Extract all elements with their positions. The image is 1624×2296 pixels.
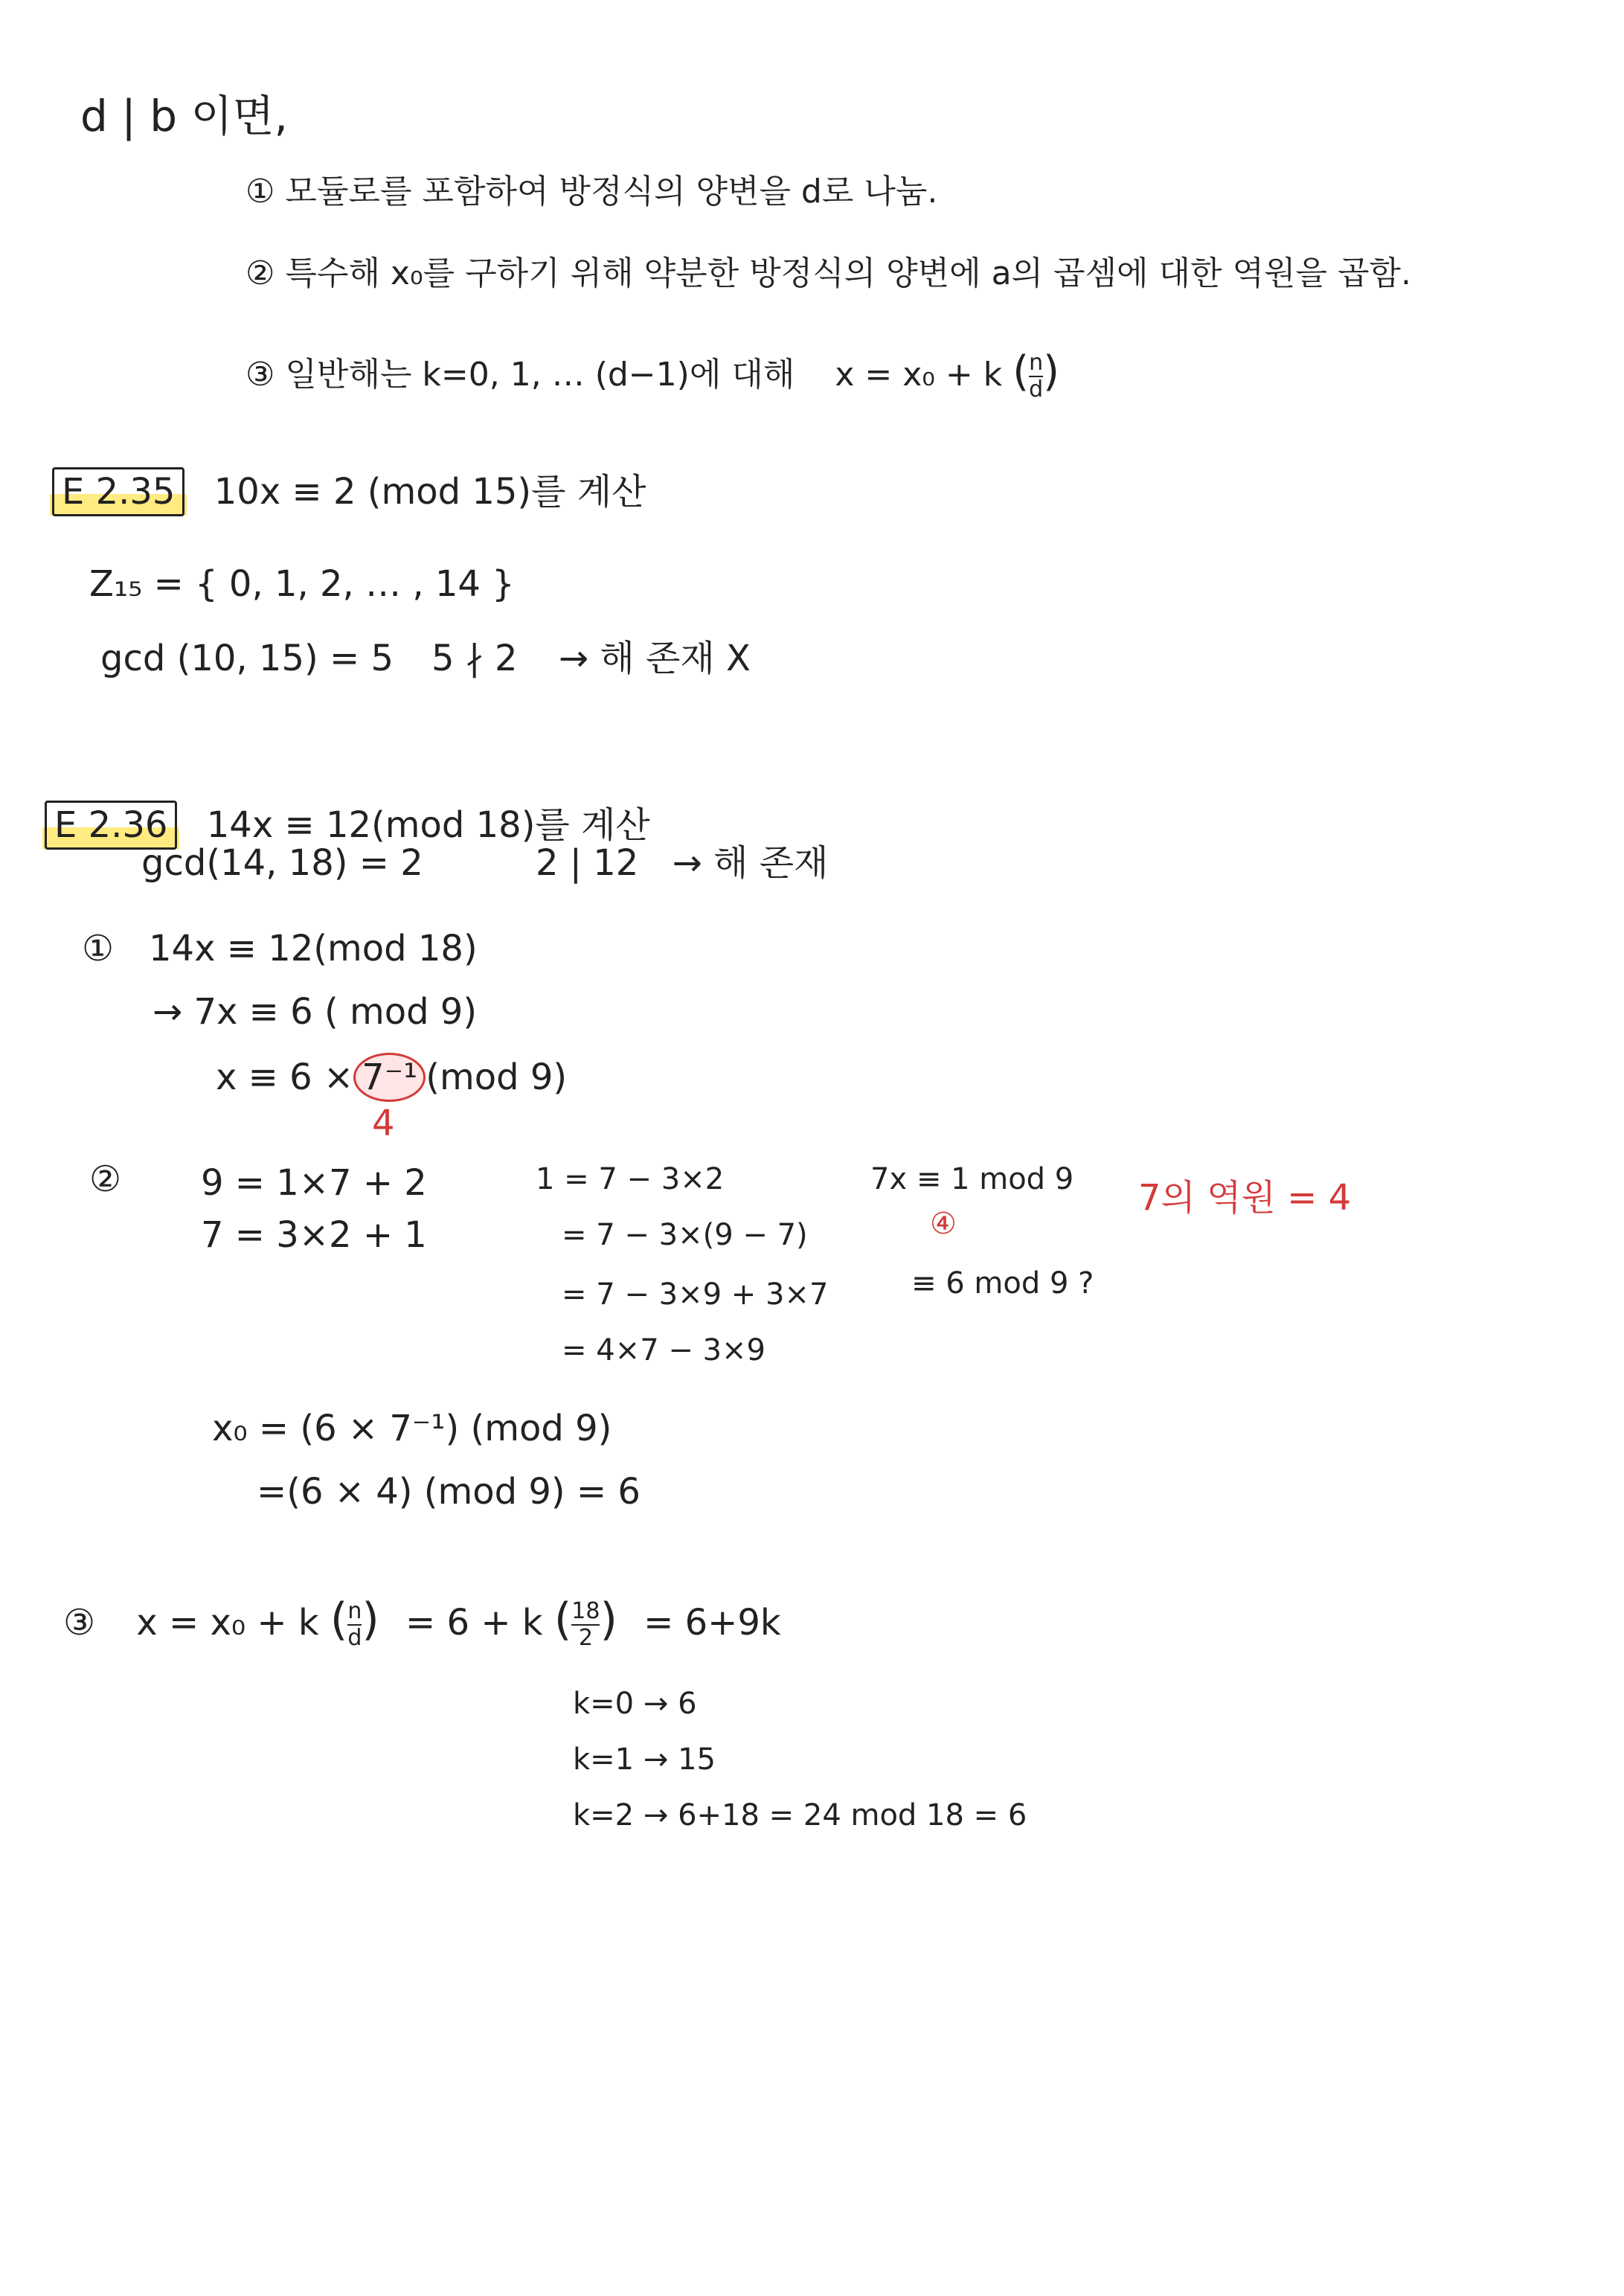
intro-step-2: ② 특수해 x₀를 구하기 위해 약분한 방정식의 양변에 a의 곱셈에 대한 역원을 곱함.	[245, 254, 1412, 292]
e236-step1-line2: → 7x ≡ 6 ( mod 9)	[153, 991, 478, 1033]
e236-result: → 해 존재	[672, 842, 829, 884]
step3-fraction-1	[347, 1600, 362, 1649]
e236-step2-label: ②	[89, 1158, 122, 1200]
e235-title: 10x ≡ 2 (mod 15)를 계산	[214, 471, 646, 513]
e236-tag: E 2.36	[45, 801, 177, 850]
e236-step1-note: 4	[372, 1103, 395, 1144]
e236-step1-line3	[216, 1053, 567, 1102]
e236-step1-label: ①	[82, 928, 115, 969]
k2-line: k=2 → 6+18 = 24 mod 18 = 6	[573, 1798, 1027, 1832]
euclid-line-1: 9 = 1×7 + 2	[201, 1162, 427, 1204]
e236-check	[536, 841, 828, 885]
e236-gcd: gcd(14, 18) = 2	[141, 842, 423, 884]
check-line-1: 7x ≡ 1 mod 9	[870, 1162, 1074, 1196]
e236-step3-formula-b: = 6 + k	[405, 1602, 543, 1644]
k0-line: k=0 → 6	[573, 1687, 697, 1721]
back-sub-line-1: 1 = 7 − 3×2	[536, 1162, 725, 1196]
x0-line-2: =(6 × 4) (mod 9) = 6	[257, 1471, 641, 1513]
k1-line: k=1 → 15	[573, 1742, 716, 1777]
intro-step-1: ① 모듈로를 포함하여 방정식의 양변을 d로 나눔.	[245, 173, 938, 211]
e235-check	[431, 636, 751, 681]
e236-step3-formula-a: x = x₀ + k	[136, 1602, 319, 1644]
euclid-line-2: 7 = 3×2 + 1	[201, 1214, 427, 1256]
e235-gcd: gcd (10, 15) = 5	[100, 638, 394, 679]
step3-fraction-2	[571, 1600, 600, 1649]
check-line-2: ④	[930, 1207, 957, 1241]
e236-step1-line3-pre: x ≡ 6 ×	[216, 1056, 354, 1098]
step3-fraction-2-den: 2	[578, 1625, 593, 1651]
intro-step-3-prefix: ③ 일반해는 k=0, 1, … (d−1)에 대해	[245, 356, 795, 394]
e235-check-value: 5 ∤ 2	[431, 638, 518, 679]
e235-tag: E 2.35	[52, 467, 184, 516]
back-sub-line-2: = 7 − 3×(9 − 7)	[562, 1218, 808, 1252]
e236-step3-formula-c: = 6+9k	[643, 1602, 781, 1644]
inverse-note: 7의 역원 = 4	[1138, 1177, 1352, 1219]
intro-step-3-formula: x = x₀ + k	[835, 356, 1003, 394]
x0-line-1: x₀ = (6 × 7⁻¹) (mod 9)	[212, 1408, 612, 1449]
e236-check-value: 2 | 12	[536, 842, 639, 884]
e236-step3-label: ③	[63, 1602, 96, 1644]
e236-title: 14x ≡ 12(mod 18)를 계산	[206, 804, 650, 846]
intro-heading: d | b 이면,	[80, 91, 288, 141]
e235-result: → 해 존재 X	[558, 638, 751, 679]
e235-set: Z₁₅ = { 0, 1, 2, … , 14 }	[89, 563, 515, 605]
check-line-3: ≡ 6 mod 9 ?	[911, 1266, 1094, 1301]
intro-fraction-num: n	[1029, 350, 1044, 376]
e235-header	[52, 467, 1624, 516]
e236-step1-line1: 14x ≡ 12(mod 18)	[149, 928, 478, 969]
intro-step-3: ③ 일반해는 k=0, 1, … (d−1)에 대해 x = x₀ + k ( $\frac{n}{d}$ )	[245, 347, 1059, 403]
step3-fraction-1-num: n	[347, 1598, 362, 1624]
e236-step3: ③ x = x₀ + k ( $\frac{n}{d}$ ) = 6 + k ( $\frac{18}{2}$ ) = 6+9k	[63, 1594, 781, 1651]
step3-fraction-1-den: d	[347, 1625, 362, 1651]
inverse-circle: 7⁻¹	[353, 1053, 426, 1102]
back-sub-line-4: = 4×7 − 3×9	[562, 1333, 766, 1367]
intro-fraction	[1029, 352, 1043, 401]
back-sub-line-3: = 7 − 3×9 + 3×7	[562, 1277, 829, 1312]
intro-fraction-den: d	[1029, 376, 1044, 403]
step3-fraction-2-num: 18	[571, 1598, 600, 1624]
e236-step1-line3-post: (mod 9)	[426, 1056, 568, 1098]
